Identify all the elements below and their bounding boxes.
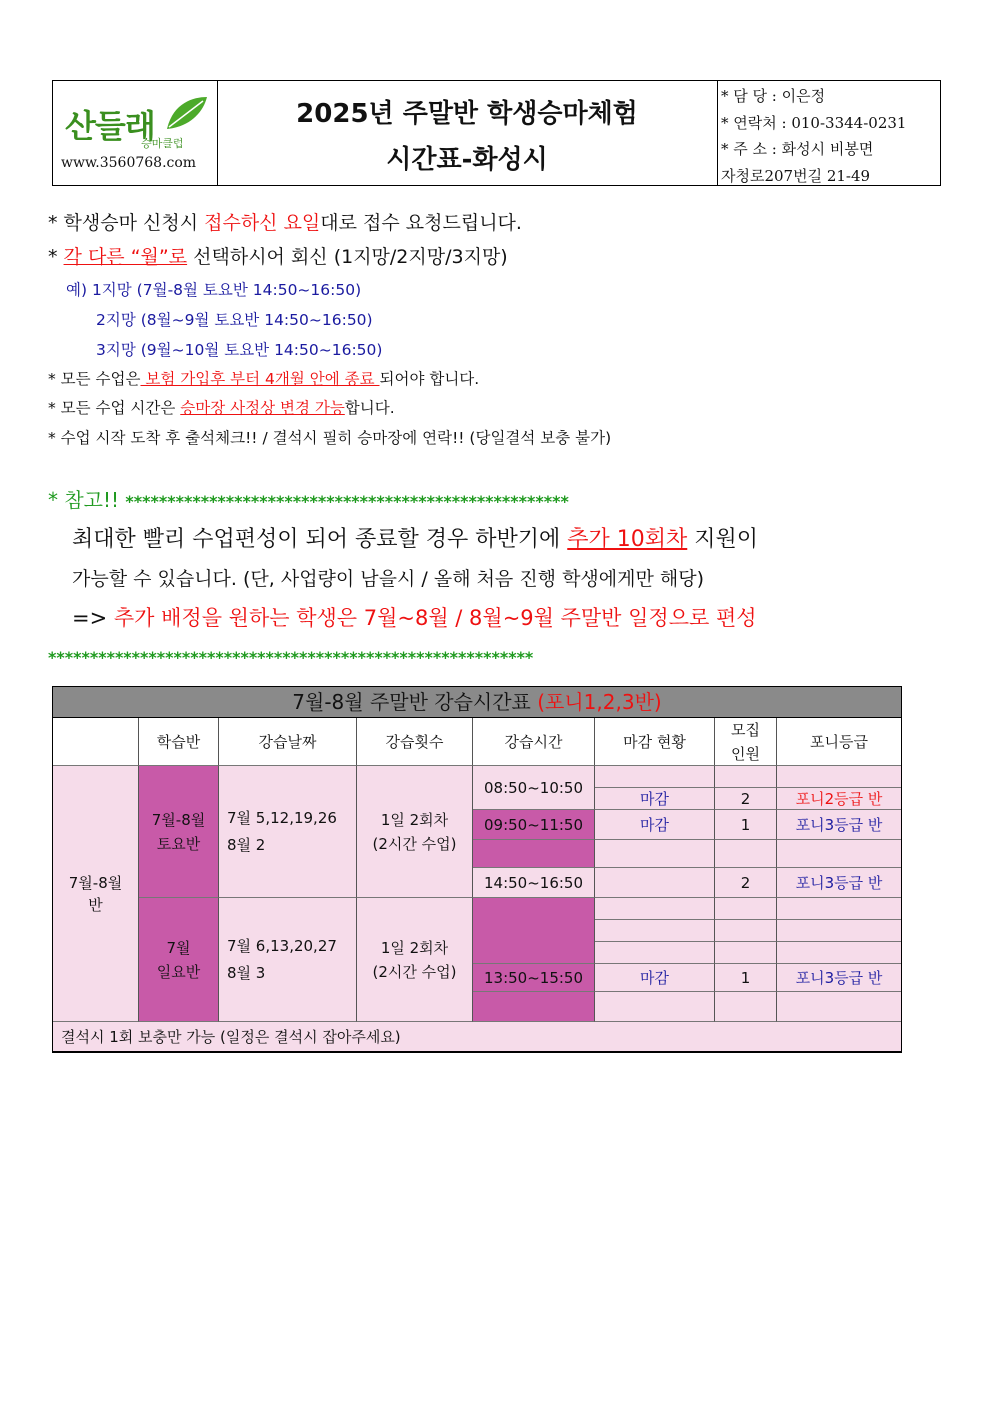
schedule-table xyxy=(52,718,902,1053)
header-status: 마감 현황 xyxy=(595,718,715,766)
note-line-2: * 각 다른 “월”로 선택하시어 회신 (1지망/2지망/3지망) xyxy=(48,246,508,268)
sat-num-1: 2 xyxy=(715,788,777,810)
sat-num-4: 2 xyxy=(715,868,777,898)
sunday-dates: 7월 6,13,20,27 8월 3 xyxy=(219,898,357,1022)
header-recruit: 모집 인원 xyxy=(715,718,777,766)
logo-area xyxy=(53,81,218,185)
sun-num-blank-1 xyxy=(715,898,777,920)
sun-num-2 xyxy=(715,992,777,1022)
sun-grade-blank-2 xyxy=(777,920,901,942)
sun-time-blank xyxy=(473,898,595,964)
sun-grade-2 xyxy=(777,992,901,1022)
header-dates: 강습날짜 xyxy=(219,718,357,766)
header-box xyxy=(52,80,941,186)
example-2: 2지망 (8월~9월 토요반 14:50~16:50) xyxy=(96,311,373,329)
saturday-dates: 7월 5,12,19,26 8월 2 xyxy=(219,766,357,898)
sat-time-1: 08:50~10:50 xyxy=(473,766,595,810)
info-manager: * 담 당 : 이은정 xyxy=(721,87,826,105)
reference-heading: * 참고!! ***************************************************** xyxy=(48,488,569,512)
sat-status-3 xyxy=(595,840,715,868)
sun-time-1: 13:50~15:50 xyxy=(473,964,595,992)
title-line-2: 시간표-화성시 xyxy=(386,145,548,175)
sat-status-blank-1 xyxy=(595,766,715,788)
info-address-2: 자청로207번길 21-49 xyxy=(721,166,871,185)
sunday-count: 1일 2회차 (2시간 수업) xyxy=(357,898,473,1022)
sat-grade-4: 포니3등급 반 xyxy=(777,868,901,898)
sat-status-1: 마감 xyxy=(595,788,715,810)
reference-body-3: => 추가 배정을 원하는 학생은 7월~8월 / 8월~9월 주말반 일정으로 편성 xyxy=(72,606,757,630)
sun-grade-blank-1 xyxy=(777,898,901,920)
reference-body-2: 가능할 수 있습니다. (단, 사업량이 남을시 / 올해 처음 진행 학생에게만 해당) xyxy=(72,568,705,590)
sunday-class: 7월 일요반 xyxy=(139,898,219,1022)
sun-status-blank-3 xyxy=(595,942,715,964)
sat-time-2: 09:50~11:50 xyxy=(473,810,595,840)
sat-status-2: 마감 xyxy=(595,810,715,840)
logo-subtitle: 승마클럽 xyxy=(141,137,184,150)
document-title xyxy=(217,81,718,185)
sun-grade-blank-3 xyxy=(777,942,901,964)
sun-status-1: 마감 xyxy=(595,964,715,992)
logo-text: 산들래 xyxy=(65,107,155,145)
sat-time-3 xyxy=(473,840,595,868)
sat-num-3 xyxy=(715,840,777,868)
sat-grade-3 xyxy=(777,840,901,868)
contact-info xyxy=(721,83,941,189)
note-line-1: * 학생승마 신청시 접수하신 요일대로 접수 요청드립니다. xyxy=(48,212,522,234)
sat-num-blank-1 xyxy=(715,766,777,788)
sat-status-4 xyxy=(595,868,715,898)
sun-status-2 xyxy=(595,992,715,1022)
reference-body-1: 최대한 빨리 수업편성이 되어 종료할 경우 하반기에 추가 10회차 지원이 xyxy=(72,527,758,552)
saturday-class: 7월-8월 토요반 xyxy=(139,766,219,898)
reference-divider: ********************************************************** xyxy=(48,648,534,667)
header-grade: 포니등급 xyxy=(777,718,901,766)
info-address: * 주 소 : 화성시 비봉면 xyxy=(721,140,874,158)
header-blank xyxy=(53,718,139,766)
sat-grade-blank-1 xyxy=(777,766,901,788)
info-phone: * 연락처 : 010-3344-0231 xyxy=(721,113,907,132)
example-1: 예) 1지망 (7월-8월 토요반 14:50~16:50) xyxy=(66,281,362,299)
sat-num-2: 1 xyxy=(715,810,777,840)
sun-num-1: 1 xyxy=(715,964,777,992)
note-line-4: * 모든 수업 시간은 승마장 사정상 변경 가능합니다. xyxy=(48,399,395,417)
schedule-table-title: 7월-8월 주말반 강습시간표 (포니1,2,3반) xyxy=(52,686,902,718)
header-time: 강습시간 xyxy=(473,718,595,766)
sun-status-blank-1 xyxy=(595,898,715,920)
group-label: 7월-8월 반 xyxy=(53,766,139,1022)
title-line-1: 2025년 주말반 학생승마체험 xyxy=(296,99,638,129)
sun-time-2 xyxy=(473,992,595,1022)
sun-num-blank-3 xyxy=(715,942,777,964)
sun-grade-1: 포니3등급 반 xyxy=(777,964,901,992)
example-3: 3지망 (9월~10월 토요반 14:50~16:50) xyxy=(96,341,383,359)
sun-status-blank-2 xyxy=(595,920,715,942)
sat-grade-2: 포니3등급 반 xyxy=(777,810,901,840)
header-class: 학습반 xyxy=(139,718,219,766)
sun-num-blank-2 xyxy=(715,920,777,942)
note-line-5: * 수업 시작 도착 후 출석체크!! / 결석시 필히 승마장에 연락!! (당일결석 보충 불가) xyxy=(48,429,612,447)
logo-url: www.3560768.com xyxy=(61,155,197,171)
saturday-count: 1일 2회차 (2시간 수업) xyxy=(357,766,473,898)
header-count: 강습횟수 xyxy=(357,718,473,766)
leaf-icon xyxy=(163,93,209,133)
table-footnote: 결석시 1회 보충만 가능 (일정은 결석시 잡아주세요) xyxy=(53,1022,901,1051)
sat-grade-1: 포니2등급 반 xyxy=(777,788,901,810)
note-line-3: * 모든 수업은 보험 가입후 부터 4개월 안에 종료 되어야 합니다. xyxy=(48,370,480,388)
sat-time-4: 14:50~16:50 xyxy=(473,868,595,898)
